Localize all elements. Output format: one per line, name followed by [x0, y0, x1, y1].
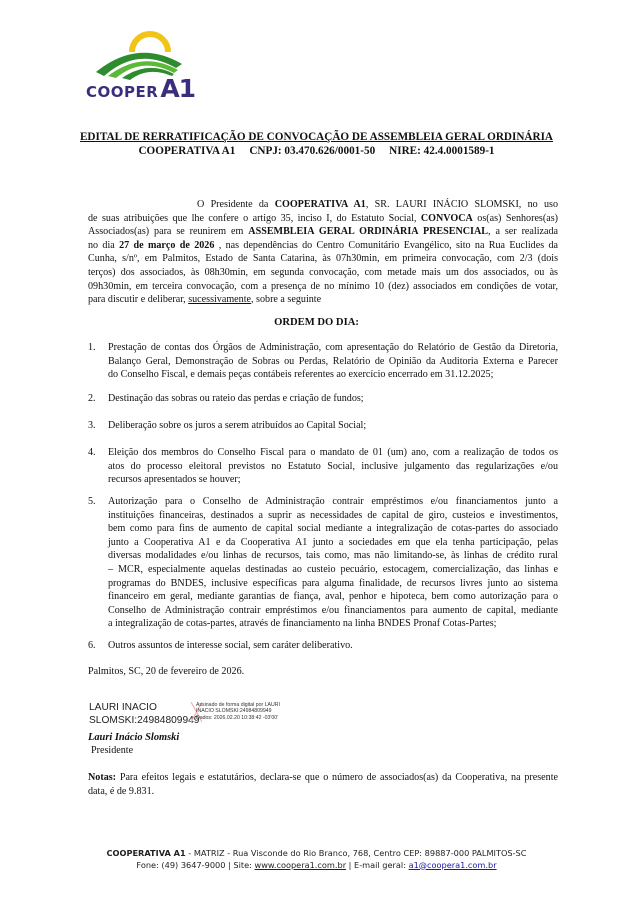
- item-number: 1.: [88, 342, 96, 353]
- paragraph-line: O Presidente da COOPERATIVA A1, SR. LAURI INÁCIO SLOMSKI, no uso: [197, 199, 558, 210]
- digital-signature-name: LAURI INACIO SLOMSKI:24984809949: [89, 702, 200, 726]
- place-and-date: Palmitos, SC, 20 de fevereiro de 2026.: [88, 666, 245, 677]
- logo-text-cooper: COOPER: [86, 83, 159, 101]
- notes-line: data, é de 9.831.: [88, 785, 155, 797]
- notes-label: Notas:: [88, 772, 117, 783]
- nire: NIRE: 42.4.0001589-1: [389, 145, 495, 157]
- item-number: 2.: [88, 393, 96, 404]
- company-name: COOPERATIVA A1: [138, 145, 236, 157]
- paragraph-line: Associados(as) para se reunirem em ASSEMBLEIA GERAL ORDINÁRIA PRESENCIAL, a ser realizada: [88, 226, 558, 238]
- cnpj: CNPJ: 03.470.626/0001-50: [249, 145, 376, 157]
- digital-signature-details: Assinado de forma digital por LAURI INACIO SLOMSKI:24984809949 Dados: 2026.02.20 10:38:42 -03'00': [196, 702, 280, 721]
- item-number: 5.: [88, 496, 96, 507]
- paragraph-line: de suas atribuições que lhe confere o artigo 35, inciso I, do Estatuto Social, CONVOCA os(as) Senhores(as): [88, 212, 558, 224]
- document-page: COOPERA1 EDITAL DE RERRATIFICAÇÃO DE CONVOCAÇÃO DE ASSEMBLEIA GERAL ORDINÁRIA COOPERATIVA A1 CNPJ: 03.470.626/0001-50 NIRE: 42.4.0001589-1 O Presidente da COOPERATIVA A1, SR. LAURI INÁCIO SLOMSKI, no uso de suas atribuições que lhe confere o artigo 35, inciso I, do Estatuto Social, CONVOCA os(as) Senhores(as) Associados(as) para se reunirem em ASSEMBLEIA GERAL ORDINÁRIA PRESENCIAL, a ser realizada no dia 27 de março de 2026 , nas dependências do Centro Comunitário Evangélico, sito na Rua Euclides da Cunha, s/nº, em Palmitos, Estado de Santa Catarina, às 07h30min, em primeira convocação, com 2/3 (dois terços) dos associados, às 08h30min, em segunda convocação, com metade mais um dos associados, ou às 09h30min, em terceira convocação, com a presença de no mínimo 10 (dez) associados em condições de votar, para discutir e deliberar, sucessivamente, sobre a seguinte ORDEM DO DIA: 1. Prestação de contas dos Órgãos de Administração, com apresentação do Relatório de Gestão da Diretoria, Balanço Geral, Demonstração de Sobras ou Perdas, Relatório de Opinião da Auditoria Externa e Parecer do Conselho Fiscal, e demais peças contábeis referentes ao exercício encerrado em 31.12.2025; 2. Destinação das sobras ou rateio das perdas e criação de fundos; 3. Deliberação sobre os juros a serem atribuídos ao Capital Social; 4. Eleição dos membros do Conselho Fiscal para o mandato de 01 (um) ano, com a realização de todos os atos do processo eleitoral previstos no Estatuto Social, inclusive julgamento das regularizações e/ou recursos apresentados se houver; 5. Autorização para o Conselho de Administração contrair empréstimos e/ou financiamentos junto a instituições financeiras, destinados a suprir as necessidades de capital de giro, custeios e investimentos, bem como para fins de aumento de capital social mediante a integralização de cotas-partes do associado junto a Cooperativa A1 e da Cooperativa A1 junto a sociedades em que ela tenha participação, pelas diversas modalidades e/ou linhas de recursos, tais como, mas não limitando-se, às linhas de crédito rural – MCR, especialmente aquelas destinadas ao custeio pecuário, estocagem, comercialização, das linhas e programas do BNDES, inclusive específicas para alguma finalidade, de recursos livres junto ao sistema financeiro em geral, mediante garantias de fiança, aval, penhor e hipoteca, bem como autorização para o Conselho de Administração contrair empréstimos e/ou financiamentos para aumento de capital, mediante a integralização de cotas-partes, através de financiamento na linha BNDES Pronaf Cotas-Partes; 6. Outros assuntos de interesse social, sem caráter deliberativo. Palmitos, SC, 20 de fevereiro de 2026. LAURI INACIO SLOMSKI:24984809949 Assinado de forma digital por LAURI INACIO SLOMSKI:24984809949 Dados: 2026.02.20 10:38:42 -03'00' Lauri Inácio Slomski Presidente Notas: Para efeitos legais e estatutários, declara-se que o número de associados(as) da Cooperativa, na presente data, é de 9.831. COOPERATIVA A1 - MATRIZ - Rua Visconde do Rio Branco, 768, Centro CEP: 89887-000 PALMITOS-SC Fone: (49) 3647-9000 | Site: www.coopera1.com.br | E-mail geral: a1@coopera1.com.br: [0, 0, 633, 902]
- item-number: 4.: [88, 447, 96, 458]
- item-number: 6.: [88, 640, 96, 651]
- paragraph-line: para discutir e deliberar, sucessivamente, sobre a seguinte: [88, 294, 322, 306]
- notes-line: Notas: Para efeitos legais e estatutários, declara-se que o número de associados(as) da Cooperativa, na presente: [88, 772, 558, 783]
- footer-contact: Fone: (49) 3647-9000 | Site: www.coopera1.com.br | E-mail geral: a1@coopera1.com.br: [136, 859, 497, 870]
- email-link[interactable]: a1@coopera1.com.br: [408, 859, 497, 870]
- signer-role: Presidente: [91, 745, 134, 756]
- cooper-a1-logo: [86, 30, 206, 103]
- company-identification: [0, 144, 633, 158]
- title-line: EDITAL DE RERRATIFICAÇÃO DE CONVOCAÇÃO DE ASSEMBLEIA GERAL ORDINÁRIA: [79, 131, 554, 143]
- logo-text-a1: A1: [160, 74, 196, 103]
- footer-address: COOPERATIVA A1 - MATRIZ - Rua Visconde do Rio Branco, 768, Centro CEP: 89887-000 PALMITOS-SC: [106, 848, 527, 858]
- document-title: [0, 130, 633, 158]
- notes: [88, 771, 558, 798]
- item-number: 3.: [88, 420, 96, 431]
- convocation-paragraph: [88, 198, 558, 307]
- website-link[interactable]: www.coopera1.com.br: [254, 859, 347, 870]
- signer-name: Lauri Inácio Slomski: [88, 732, 180, 743]
- paragraph-line: 09h30min, em terceira convocação, com a presença de no mínimo 10 (dez) associados em condições de votar,: [88, 280, 558, 292]
- logo-sun-fields-icon: [86, 30, 206, 80]
- paragraph-line: no dia 27 de março de 2026 , nas dependências do Centro Comunitário Evangélico, sito na Rua Euclides da: [88, 239, 558, 251]
- footer: [0, 848, 633, 871]
- paragraph-line: terços) dos associados, às 08h30min, em segunda convocação, com metade mais um dos associados, ou às: [88, 266, 558, 278]
- agenda-heading: ORDEM DO DIA:: [274, 317, 359, 328]
- paragraph-line: Cunha, s/nº, em Palmitos, Estado de Santa Catarina, às 07h30min, em primeira convocação, com 2/3 (dois: [88, 253, 558, 265]
